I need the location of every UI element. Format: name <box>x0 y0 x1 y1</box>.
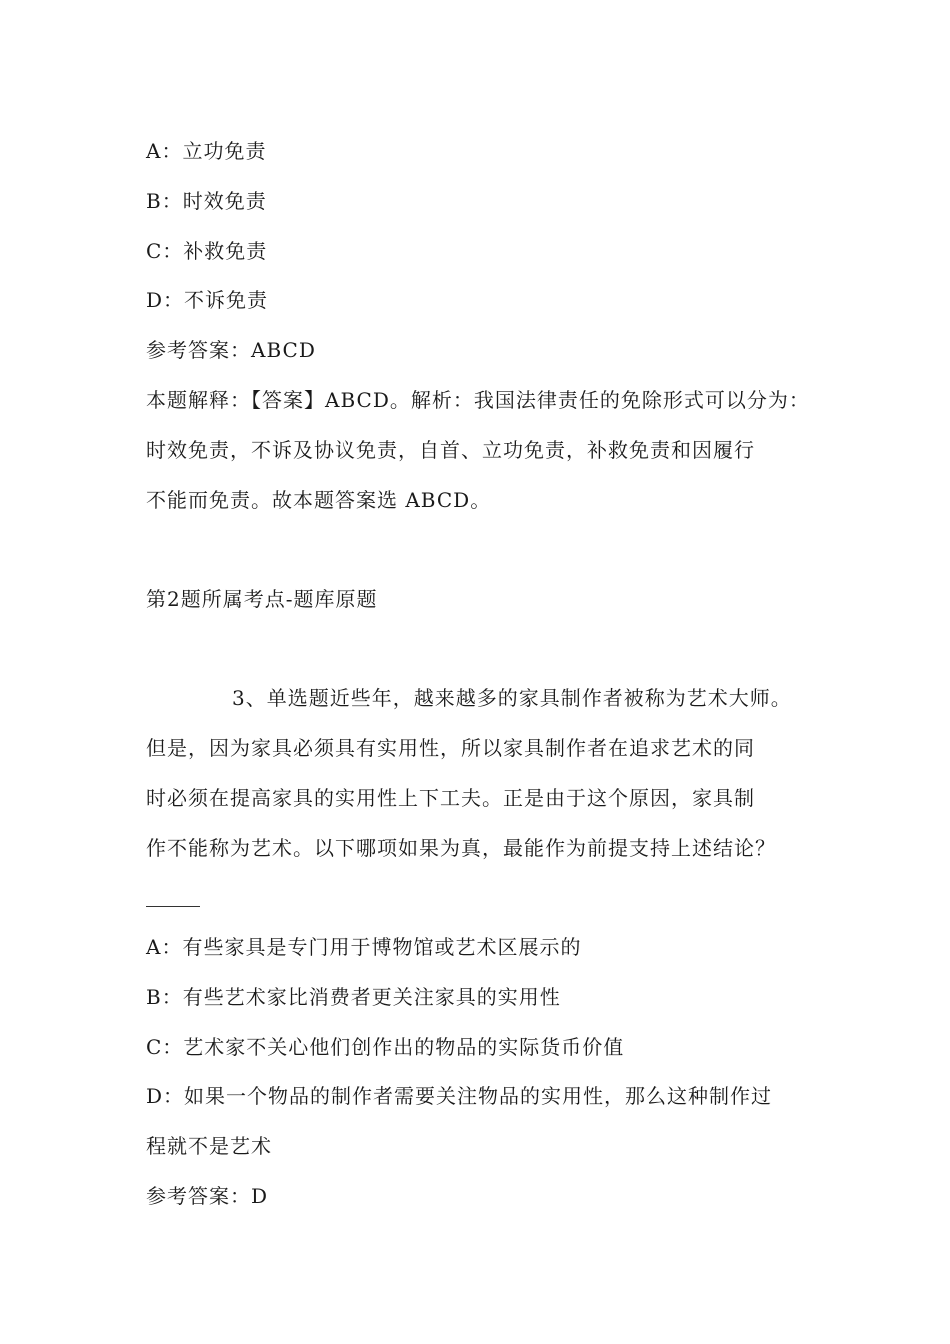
q3-answer: 参考答案：D <box>146 1184 269 1208</box>
q2-topic: 第2题所属考点-题库原题 <box>146 587 378 611</box>
q2-answer: 参考答案：ABCD <box>146 338 316 362</box>
q3-stem-line-3: 时必须在提高家具的实用性上下工夫。正是由于这个原因，家具制 <box>146 786 755 810</box>
q3-option-c: C：艺术家不关心他们创作出的物品的实际货币价值 <box>146 1035 625 1059</box>
q2-explanation-line-1: 本题解释：【答案】ABCD。解析：我国法律责任的免除形式可以分为： <box>146 388 810 412</box>
q2-option-b: B：时效免责 <box>146 189 267 213</box>
q3-option-a: A：有些家具是专门用于博物馆或艺术区展示的 <box>146 935 582 959</box>
answer-blank-underline <box>146 906 200 907</box>
q3-stem-line-4: 作不能称为艺术。以下哪项如果为真，最能作为前提支持上述结论？ <box>146 836 776 860</box>
q3-option-b: B：有些艺术家比消费者更关注家具的实用性 <box>146 985 561 1009</box>
q2-option-a: A：立功免责 <box>146 139 267 163</box>
q2-option-d: D：不诉免责 <box>146 288 269 312</box>
q3-option-d-line-2: 程就不是艺术 <box>146 1134 272 1158</box>
q3-option-d-line-1: D：如果一个物品的制作者需要关注物品的实用性，那么这种制作过 <box>146 1084 773 1108</box>
q2-explanation-line-3: 不能而免责。故本题答案选 ABCD。 <box>146 488 492 512</box>
q3-stem-line-1: 3、单选题近些年，越来越多的家具制作者被称为艺术大师。 <box>232 686 792 710</box>
q2-option-c: C：补救免责 <box>146 239 268 263</box>
q2-explanation-line-2: 时效免责，不诉及协议免责，自首、立功免责，补救免责和因履行 <box>146 438 755 462</box>
q3-stem-line-2: 但是，因为家具必须具有实用性，所以家具制作者在追求艺术的同 <box>146 736 755 760</box>
